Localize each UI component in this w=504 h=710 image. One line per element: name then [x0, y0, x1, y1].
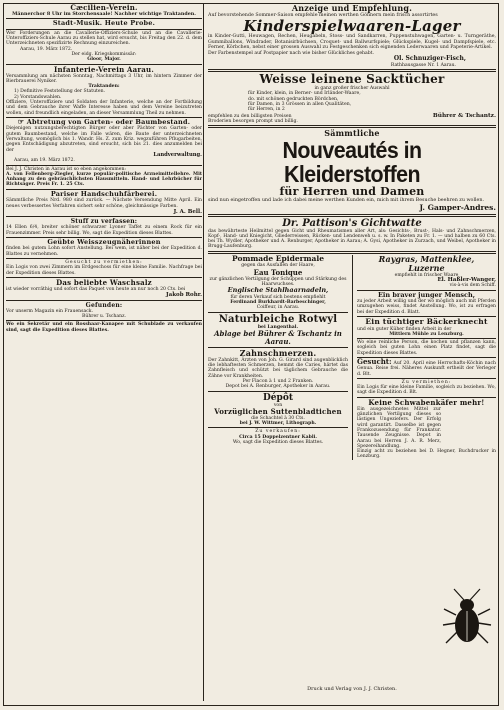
divider: [357, 378, 496, 379]
raygras-sign: El. Haßler-Wanger,: [437, 277, 496, 284]
baeck-text: und ein guter Küher finden Arbeit in der: [356, 326, 452, 332]
depot-price: die Schachtel à 30 Cts.: [251, 415, 305, 421]
kinder-text: in Kinder-Gutti, Heuwagen, Rechen, Heugabeln, Stoss- und Sandkarren, Puppenstuhwagen, Garten- u. Turngeräthe, Gummiballons, Windrader, Botanisirbüchsen, Croquet- und Ballwurfspiele; Glückspiele, Kugel- und Dampfspiele, etc. Ferner, Körbchen, nebst einer grossen Auswahl zu Festgeschenken sich eignenden Lederwaaren und Papeterie-Artikel.: [208, 34, 496, 51]
weisse-row2: do. mit schönen gedruckten Bördchen,: [248, 96, 339, 102]
abtretung-date: Aarau, am 19. März 1872.: [14, 158, 75, 164]
kinder-sign: Ol. Schnuziger-Fisch,: [393, 55, 466, 63]
raygras-title: Raygras, Mattenklee,: [378, 253, 475, 264]
rot-text: Ablage bei Bührer & Tschantz in Aarau.: [214, 328, 342, 346]
rot-sub: bei Langenthal.: [257, 324, 299, 330]
zahn-price: Per Flacon à 1 und 2 Franken.: [242, 379, 314, 384]
eau-text: zur gänzlichen Vertilgung der Schuppen und Stärkung des Haarwuchses.: [209, 276, 347, 287]
divider: [6, 165, 202, 166]
weiss-text: finden bei gutem Lohn sofort Anstellung. Bei wem, ist näher bei der Expedition d. Blattes zu vernehmen.: [6, 246, 202, 257]
zahn-depot: Depot bei A. Renburger, Apotheker in Aarau.: [225, 384, 331, 390]
divider: [208, 312, 348, 313]
pattison-text: das bewährteste Heilmittel gegen Gicht und Rheumatismen aller Art, als: Gesichts-, Brust-, Hals- und Zahnschmerzen, Kopf-, Hand- und Kniegicht, Gliederreissen, Rücken- und Lendenweh u. s. w. In Paketen zu Fr. 1. — und halben zu 60 Cts. bei Th. Wydler, Apotheker und A. Renburger, Apotheker in Aarau; A. Gysi, Apotheker in Zurzach, und Weibel, Apotheker in Brugg-Laufenburg.: [208, 228, 496, 250]
rosshaar-text: Wo ein Sekretär und ein Rosshaar-Kanapee mit Schublade zu verkaufen sind, sagt die Expedition dieses Blattes.: [6, 322, 202, 333]
kinder-title: Kinderspielwaaren-Lager: [243, 17, 461, 36]
weisse-row1: für Kinder, klein, in Berner- und Irländer-Waare,: [248, 91, 361, 97]
vermiethen-text: Ein Logis für eine kleine Familie, sogleich zu beziehen. Wo, sagt die Expedition d. Blt.: [356, 385, 496, 396]
gefunden-text: Vor unserm Magazin ein Frauensack.: [6, 308, 94, 314]
waschsalz-sign: Jakob Rohr.: [166, 292, 202, 299]
gefunden-title: Gefunden:: [85, 301, 123, 309]
depot-sub: Vorzüglichen Suttenbladtichen: [214, 406, 342, 416]
caecilien-text: Männerchor 8 Uhr im Storchensaale! Nachher wichtige Traktanden.: [12, 11, 196, 17]
vermiethen-title: Zu vermiethen:: [401, 379, 452, 385]
abtretung-title-text: Abtretung von Garten- oder Baumbestand.: [26, 117, 191, 126]
stahl-text: für deren Verkauf sich bestens empfiehlt: [230, 294, 326, 300]
pattison-title: Dr. Pattison's Gichtwatte: [282, 217, 422, 229]
weisse-title: Weisse leinene Sacktücher: [259, 72, 445, 87]
raygras-addr: vis-à-vis dem Schiff.: [449, 283, 496, 289]
infanterie-item1: 1) Definitive Feststellung der Statuten.: [14, 89, 106, 95]
cavallerie-text: Wer Forderungen an die Cavallerie-Offiziers-Schule und an die Cavallerie-Unteroffiziers-Schule Aarau zu stellen hat, wird ersucht, bis Freitag den 22. d. dem Unterzeichneten spezifizirte Rechnung einzureichen.: [6, 30, 202, 47]
schaben-sign: Einzig acht zu beziehen bei D. Hegner, Buchdrucker in Lenzburg.: [356, 449, 496, 460]
schaben-title: Keine Schwabenkäfer mehr!: [368, 397, 485, 407]
infanterie-title: Infanterie-Verein Aarau.: [54, 64, 154, 74]
beetle-illustration-icon: [440, 587, 494, 649]
waschsalz-title: Das beliebte Waschsalz: [56, 277, 152, 287]
divider: [6, 216, 202, 217]
pomade-title: Pommade Epidermale: [232, 253, 324, 263]
kabli-title: Zu verkaufen:: [255, 429, 301, 435]
printer-footer: Druck und Verlag von J. J. Christen.: [307, 686, 397, 692]
kinder-addr: Rathhausgasse Nr. 1 Aarau.: [390, 62, 456, 68]
weisse-row3: für Damen, in 3 Grössen in allen Qualitäten,: [248, 102, 352, 108]
verfassen-title: Stuff zu verfassen:: [70, 218, 138, 226]
kabli-text: Circa 15 Doppelzentner Kabli.: [239, 434, 317, 440]
weisse-intro: in ganz großer frischer Auswahl: [314, 86, 390, 92]
cavallerie-sign2: Gloor, Major.: [87, 57, 121, 63]
infanterie-text: Offiziere, Unteroffiziere und Soldaten der Infanterie, welche an der Fortbildung und dem Gebrauche ihrer Waffe Interesse haben und dem Vereine beizutreten wollen, sind freundlich eingeladen, an dieser Versammlung Theil zu nehmen.: [6, 100, 202, 116]
raygras-text: empfiehlt in frischer Waare: [394, 272, 459, 278]
kabli-sub: Wo, sagt die Expedition dieses Blattes.: [232, 440, 324, 446]
stahl-title: Englische Stahlhaarnadeln,: [227, 286, 329, 295]
schaben-text: Ein ausgezeichnetes Mittel zur gänzlichen Vertilgung dieses so lästigen Ungeziefers. Der Erfolg wird garantirt. Dasselbe ist gegen Frankozusendung für Frankatur. Tausende Zeugnisse. Depot in Aarau bei Herren J. A. R. Merz, Spezereihandlung.: [356, 406, 441, 449]
anzeige-title: Anzeige und Empfehlung.: [291, 3, 413, 13]
divider: [357, 338, 496, 339]
bestellungen-body: A. von Fellenberg-Ziegler, kurze populär-politische Arzneimittellehre. Mit Anhang zu den gebräuchlichsten Hausmitteln. Hand- und Lehrbücher für Richtsäger. Preis Fr. 1. 25 Cts.: [6, 171, 202, 188]
divider: [6, 258, 202, 259]
weisse-row4: für Herren, in 2: [248, 107, 285, 113]
pariser-sign: J. A. Bell.: [173, 208, 202, 215]
lower-right-sub-right: [357, 255, 496, 460]
mensch-title: Ein braver junger Mensch,: [377, 290, 475, 299]
sub-divider: [352, 255, 353, 460]
pointing-hand-icon: ☞: [17, 116, 25, 126]
zahn-title: Zahnschmerzen.: [239, 347, 317, 358]
lower-right-block: [208, 255, 496, 460]
nouv-text: sind nun eingetroffen und lade ich dabei meine werthen Kunden ein, mich mit ihrem Besuche beehren zu wollen.: [208, 198, 484, 204]
nouv-title: Nouveautés in Kleiderstoffen: [282, 137, 422, 188]
zahn-text: Der Zahnkitt, Ärzten von Joh. G. Girard sind augenblicklich die lebhaftesten Schmerzen, hemmt die Caries, härtet das Zahnfleisch und schützt bei täglichem Gebrauche die Zähne vor Krankheiten.: [208, 357, 348, 379]
abtretung-text: Diejenigen nutzungsberechtigten Bürger oder aber Pächter von Garten- oder gutem Baumbestand, welche im Falle wären, die Baute der unterzeichneten Verwaltung, womöglich bis 1. Wandr. Hs. Z. zum Kriz. wegzuführen Pflugarbeiten, gegen Entschädigung abzutreten, sind ersucht, sich bis 21. dies anzumelden bei der: [6, 126, 202, 153]
right-column: [208, 0, 496, 684]
weiss-title: Geübte Weisszeugnäherinnen: [47, 237, 161, 246]
eau-title: Eau Tonique: [253, 267, 303, 277]
gesucht-text: Auf 20. April eine Herrschafts-Köchin nach Genua. Reise frei. Näheres Auskunft ertheilt der Verleger d. Blt.: [356, 361, 496, 377]
raygras-sub: Luzerne: [408, 262, 445, 273]
infanterie-traktanden: Traktanden:: [88, 84, 120, 90]
divider: [208, 391, 348, 392]
gesucht-block: [357, 359, 496, 377]
weisse-note: Broderien besorgen prompt und billig.: [208, 119, 298, 125]
divider: [6, 300, 202, 301]
nouv-pre: Sämmtliche: [324, 128, 380, 139]
kinder-sub: Der Farbenstempel auf Postpapier nach wie bisher Glückliches gehabt.: [208, 51, 374, 57]
pariser-title: Pariser Handschuhfärberei.: [50, 189, 158, 198]
pariser-text: Sämmtliche Preis Nrd. 980 sind zurück. — Nächste Versendung Mitte April. Ein neues verbessertes Verfahren sichert sehr schöne, gleichmässige Farben.: [6, 198, 202, 209]
divider: [6, 29, 202, 30]
pomade-text: gegen das Ausfallen der Haare,: [241, 263, 315, 269]
stahl-sign: Ferdinand Burkhardt-Barbeschinger,: [230, 299, 326, 305]
gefunden-sign: Bührer u. Tschanz.: [82, 313, 126, 319]
infanterie-item2: 2) Vorstandswahlen.: [14, 94, 62, 100]
left-column: [6, 0, 202, 698]
depot-title: Dépôt: [263, 392, 293, 403]
person-text: Wo eine reinliche Person, die kochen und pflanzen kann, sogleich bei guten Lohn einen Platz findet, sagt die Expedition dieses Blattes.: [356, 340, 496, 356]
caecilien-title: Cæcilien-Verein.: [70, 3, 138, 12]
stadtmusik-title: Stadt-Musik. Heute Probe.: [52, 19, 156, 28]
nouv-sign: J. Gamper-Andres.: [419, 203, 496, 213]
column-divider: [203, 4, 204, 701]
lower-right-sub-left: [208, 255, 348, 460]
cavallerie-date: Aarau, 19. März 1872.: [20, 46, 73, 52]
weisse-sign: Bührer & Tschantz.: [432, 112, 496, 119]
bestellungen-text: Bei J. J. Christen in Aarau ist so eben angekommen:: [6, 166, 126, 172]
waschsalz-text: ist wieder vorräthig und sofort das Paquet von heute an nur noch 20 Cts. bei: [6, 286, 186, 292]
cavallerie-sign1: Der eidg. Kriegskommissär:: [71, 51, 137, 57]
depot-sign: bei J. W. Wittmer, Lithograph.: [239, 421, 317, 427]
gesucht-title: Gesucht zu vermiethen:: [65, 260, 143, 265]
baeck-sign: Mittlern Mühle zu Lenzburg.: [389, 331, 464, 337]
infanterie-intro: Versammlung am nächsten Sonntag, Nachmittags 3 Uhr, im hintern Zimmer der Bierbrauerei Nyniker.: [6, 73, 202, 84]
verfassen-text: 14 Ellen 6/4, breiter schöner schwarzer Lyoner Taffet zu einem Rock für ein Frauenzimmer. Preis sehr billig. Wo, sagt die Expedition dieses Blattes.: [6, 225, 202, 236]
nouv-sub: für Herren und Damen: [279, 185, 425, 199]
anzeige-intro: Auf bevorstehende Sommer-Saison empfehle meinen werthen Gönnern mein frisch assortirtes: [208, 13, 438, 18]
gesucht-text: Ein Logis von zwei Zimmern im Erdgeschoss für eine kleine Familie. Nachfrage bei der Expedition dieses Blattes.: [6, 265, 202, 276]
divider: [208, 214, 496, 217]
stahl-sign2: Coiffeur, in Aarau.: [256, 305, 300, 311]
depot-from: von: [273, 402, 283, 408]
rot-title: Naturbleiche Rotwyl: [218, 313, 338, 325]
weisse-outro: empfehlen zu den billigsten Preisen: [208, 113, 292, 119]
baeck-title: Ein tüchtiger Bäckerknecht: [365, 317, 488, 327]
abtretung-sign: Landverwaltung.: [153, 151, 202, 158]
gesucht-label: Gesucht:: [356, 357, 392, 366]
mensch-text: zu jeder Arbeit willig und der wo möglich auch mit Pferden umzugehen weiss, findet Anstellung. Wo, ist zu erfragen bei der Expedition d. Blatt.: [356, 299, 496, 315]
